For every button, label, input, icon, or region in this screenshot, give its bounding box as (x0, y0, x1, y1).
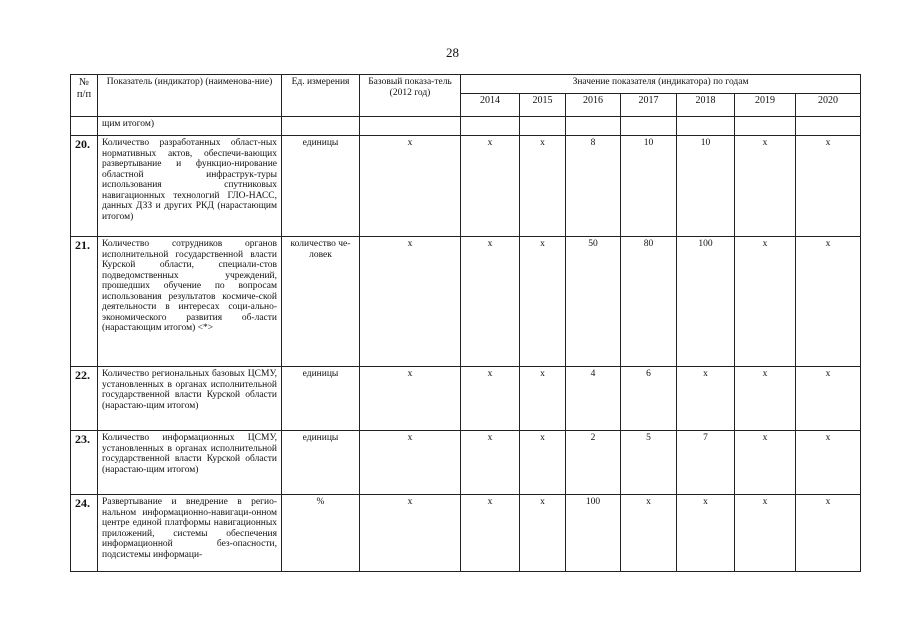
cell-value-2014: x (461, 136, 520, 237)
cell-value-2018: 7 (677, 431, 735, 495)
cell-value-2020: x (796, 431, 861, 495)
header-year: 2016 (566, 94, 621, 117)
cell-unit (282, 117, 360, 136)
cell-value-2017: 80 (621, 237, 677, 367)
cell-value-2015: x (520, 495, 566, 572)
table-row (71, 237, 861, 367)
header-unit: Ед. измерения (282, 75, 360, 117)
cell-value-2018: 10 (677, 136, 735, 237)
table-row (71, 495, 861, 572)
cell-value-2015: x (520, 237, 566, 367)
cell-value-2014: x (461, 495, 520, 572)
cell-base: x (360, 136, 461, 237)
cell-value-2014: x (461, 237, 520, 367)
table-row (71, 136, 861, 237)
cell-base: x (360, 237, 461, 367)
cell-value (461, 117, 520, 136)
cell-value-2015: x (520, 136, 566, 237)
cell-value-2014: x (461, 367, 520, 431)
cell-value-2018: x (677, 367, 735, 431)
cell-num: 20. (71, 136, 98, 237)
header-year: 2014 (461, 94, 520, 117)
page-number: 28 (446, 45, 459, 60)
header-values-by-years: Значение показателя (индикатора) по годам (461, 75, 861, 94)
cell-unit: единицы (282, 136, 360, 237)
cell-indicator-name: Количество информационных ЦСМУ, установленных в органах исполнительной государственной власти Курской области (нарастаю-щим итогом) (98, 431, 282, 495)
cell-base: x (360, 431, 461, 495)
table-header-row (71, 75, 861, 94)
table-row (71, 367, 861, 431)
cell-indicator-name: щим итогом) (98, 117, 282, 136)
cell-value-2019: x (735, 136, 796, 237)
cell-value-2016: 2 (566, 431, 621, 495)
cell-indicator-name: Развертывание и внедрение в регио-нальном информационно-навигаци-онном центре единой платформы навигационных приложений, системы обеспечения информационной без-опасности, подсистемы информаци- (98, 495, 282, 572)
cell-value-2019: x (735, 367, 796, 431)
indicators-table (70, 74, 861, 572)
cell-value (677, 117, 735, 136)
cell-value-2016: 4 (566, 367, 621, 431)
cell-value (796, 117, 861, 136)
header-year: 2020 (796, 94, 861, 117)
cell-base: x (360, 495, 461, 572)
cell-value-2015: x (520, 367, 566, 431)
cell-base: x (360, 367, 461, 431)
header-indicator: Показатель (индикатор) (наименова-ние) (98, 75, 282, 117)
cell-indicator-name: Количество сотрудников органов исполнительной государственной власти Курской области, специали-стов подведомственных учреждений, прошедших обучение по вопросам использования результатов космиче-ской деятельности в интересах соци-ально-экономического развития об-ласти (нарастающим итогом) <*> (98, 237, 282, 367)
cell-value (566, 117, 621, 136)
cell-value (621, 117, 677, 136)
cell-unit: % (282, 495, 360, 572)
cell-value-2017: x (621, 495, 677, 572)
cell-unit: единицы (282, 367, 360, 431)
cell-value-2019: x (735, 431, 796, 495)
header-year: 2015 (520, 94, 566, 117)
cell-unit: единицы (282, 431, 360, 495)
cell-value-2015: x (520, 431, 566, 495)
header-year: 2018 (677, 94, 735, 117)
header-num: № п/п (71, 75, 98, 117)
cell-num: 23. (71, 431, 98, 495)
cell-indicator-name: Количество региональных базовых ЦСМУ, установленных в органах исполнительной государственной власти Курской области (нарастаю-щим итогом) (98, 367, 282, 431)
cell-value-2014: x (461, 431, 520, 495)
cell-value-2016: 8 (566, 136, 621, 237)
cell-value-2020: x (796, 136, 861, 237)
cell-value-2019: x (735, 495, 796, 572)
cell-base (360, 117, 461, 136)
header-base: Базовый показа-тель (2012 год) (360, 75, 461, 117)
cell-value (520, 117, 566, 136)
cell-num: 21. (71, 237, 98, 367)
cell-num: 24. (71, 495, 98, 572)
cell-unit: количество че-ловек (282, 237, 360, 367)
header-year: 2017 (621, 94, 677, 117)
cell-value-2017: 10 (621, 136, 677, 237)
cell-value-2018: x (677, 495, 735, 572)
cell-num: 22. (71, 367, 98, 431)
cell-value-2020: x (796, 367, 861, 431)
cell-value-2020: x (796, 237, 861, 367)
table-row (71, 431, 861, 495)
table-row-continuation (71, 117, 861, 136)
cell-value (735, 117, 796, 136)
cell-value-2017: 5 (621, 431, 677, 495)
cell-value-2018: 100 (677, 237, 735, 367)
header-year: 2019 (735, 94, 796, 117)
cell-value-2020: x (796, 495, 861, 572)
cell-num (71, 117, 98, 136)
cell-indicator-name: Количество разработанных област-ных нормативных актов, обеспечи-вающих развертывание и функцио-нирование областной инфраструк-туры использования спутниковых навигационных технологий ГЛО-НАСС, данных ДЗЗ и других РКД (нарастающим итогом) (98, 136, 282, 237)
cell-value-2016: 50 (566, 237, 621, 367)
cell-value-2017: 6 (621, 367, 677, 431)
cell-value-2016: 100 (566, 495, 621, 572)
cell-value-2019: x (735, 237, 796, 367)
